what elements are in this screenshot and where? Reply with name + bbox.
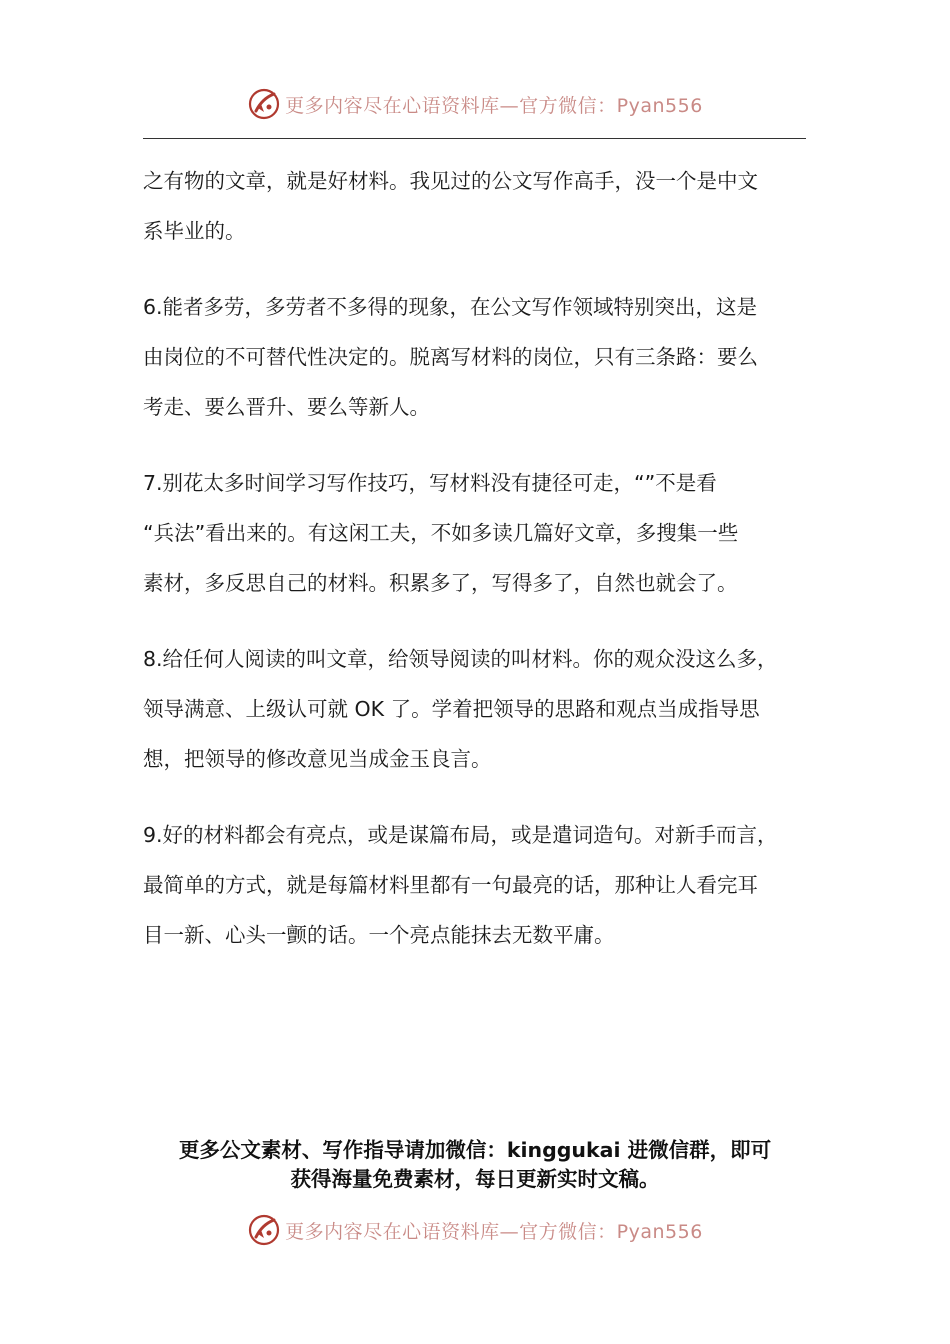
text-line: 6.能者多劳，多劳者不多得的现象，在公文写作领域特别突出，这是	[143, 295, 758, 319]
text-line: 目一新、心头一颤的话。一个亮点能抹去无数平庸。	[143, 923, 615, 947]
text-line: 8.给任何人阅读的叫文章，给领导阅读的叫材料。你的观众没这么多，	[143, 647, 778, 671]
text-line: 领导满意、上级认可就 OK 了。学着把领导的思路和观点当成指导思	[143, 697, 760, 721]
brand-logo	[247, 87, 281, 121]
footer-note-line: 获得海量免费素材，每日更新实时文稿。	[290, 1167, 660, 1191]
footer-promo-note	[0, 1136, 950, 1194]
document-body	[143, 156, 808, 960]
brand-logo	[247, 1213, 281, 1247]
paragraph-5-continued	[143, 156, 808, 256]
text-line: 由岗位的不可替代性决定的。脱离写材料的岗位，只有三条路：要么	[143, 345, 758, 369]
footer-note-line: 更多公文素材、写作指导请加微信：kinggukai 进微信群，即可	[178, 1138, 772, 1162]
text-line: 想，把领导的修改意见当成金玉良言。	[143, 747, 492, 771]
paragraph-9	[143, 810, 808, 960]
paragraph-7	[143, 458, 808, 608]
text-line: 系毕业的。	[143, 219, 246, 243]
text-line: “兵法”看出来的。有这闲工夫，不如多读几篇好文章，多搜集一些	[143, 521, 739, 545]
paragraph-6	[143, 282, 808, 432]
header-divider	[143, 138, 806, 139]
page-header	[0, 84, 950, 124]
text-line: 7.别花太多时间学习写作技巧，写材料没有捷径可走，“”不是看	[143, 471, 717, 495]
text-line: 素材，多反思自己的材料。积累多了，写得多了，自然也就会了。	[143, 571, 738, 595]
footer-wechat-id: Pyan556	[616, 1220, 703, 1243]
header-wechat-id: Pyan556	[616, 94, 703, 117]
text-line: 最简单的方式，就是每篇材料里都有一句最亮的话，那种让人看完耳	[143, 873, 758, 897]
header-brand-text: 更多内容尽在心语资料库—官方微信：Pyan556	[285, 94, 703, 117]
text-line: 考走、要么晋升、要么等新人。	[143, 395, 430, 419]
text-line: 9.好的材料都会有亮点，或是谋篇布局，或是遣词造句。对新手而言，	[143, 823, 778, 847]
page-footer	[0, 1210, 950, 1250]
footer-brand-text: 更多内容尽在心语资料库—官方微信：Pyan556	[285, 1220, 703, 1243]
text-line: 之有物的文章，就是好材料。我见过的公文写作高手，没一个是中文	[143, 169, 758, 193]
paragraph-8	[143, 634, 808, 784]
